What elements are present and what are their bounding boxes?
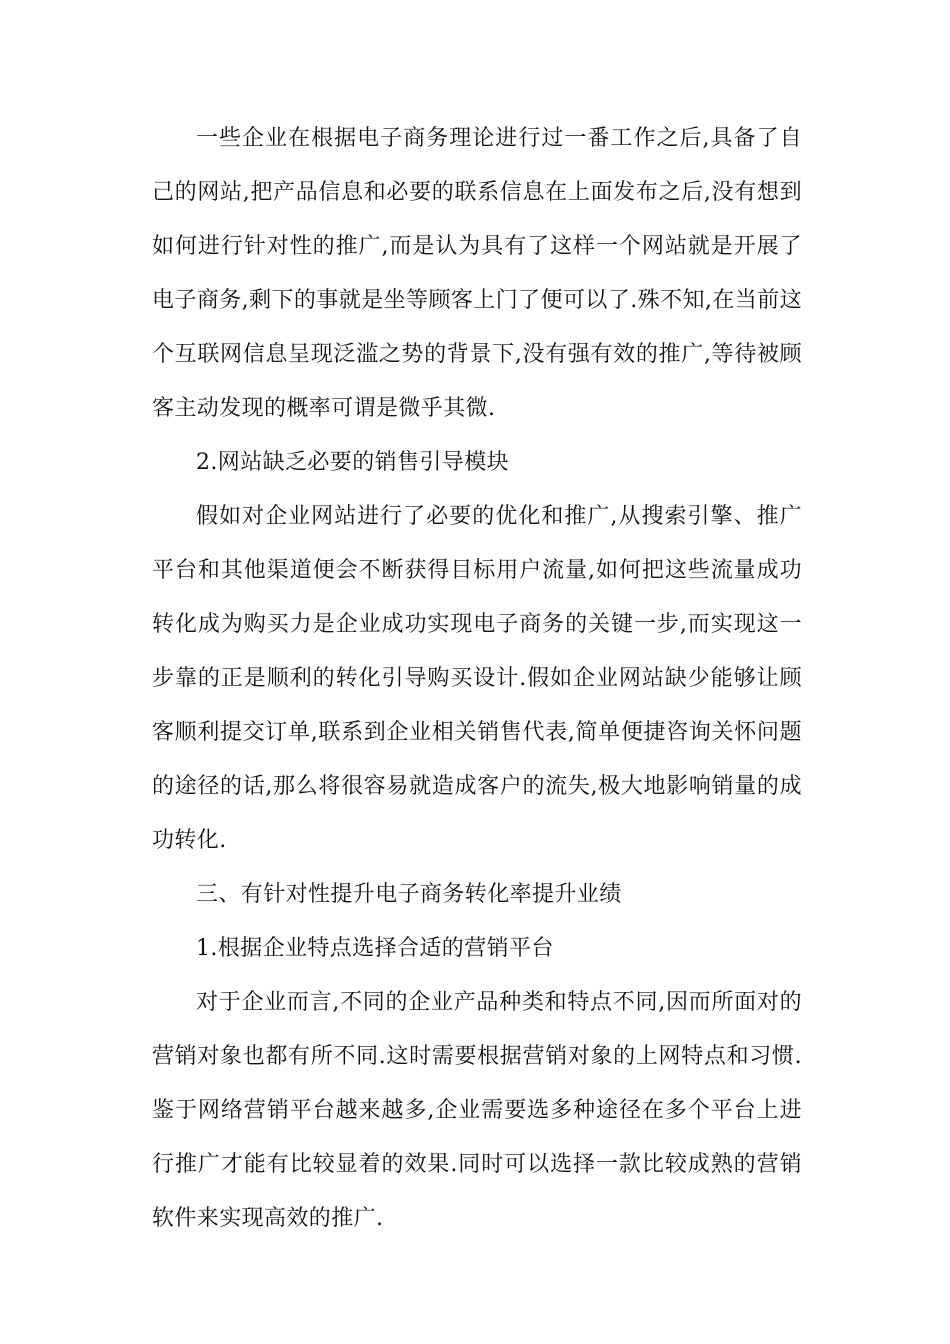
paragraph-website-promotion: 一些企业在根据电子商务理论进行过一番工作之后,具备了自己的网站,把产品信息和必要的联系信息在上面发布之后,没有想到如何进行针对性的推广,而是认为具有了这样一个网站就是开展了电子商务,剩下的事就是坐等顾客上门了便可以了.殊不知,在当前这个互联网信息呈现泛滥之势的背景下,没有强有效的推广,等待被顾客主动发现的概率可谓是微乎其微. [152, 126, 802, 421]
chapter-heading-improve-conversion: 三、有针对性提升电子商务转化率提升业绩 [196, 882, 622, 907]
section-heading-marketing-platform: 1.根据企业特点选择合适的营销平台 [196, 936, 554, 961]
paragraph-conversion-design: 假如对企业网站进行了必要的优化和推广,从搜索引擎、推广平台和其他渠道便会不断获得目标用户流量,如何把这些流量成功转化成为购买力是企业成功实现电子商务的关键一步,而实现这一步靠的正是顺利的转化引导购买设计.假如企业网站缺少能够让顾客顺利提交订单,联系到企业相关销售代表,简单便捷咨询关怀问题的途径的话,那么将很容易就造成客户的流失,极大地影响销量的成功转化. [152, 504, 802, 853]
document-body [152, 112, 802, 1246]
paragraph-platform-selection: 对于企业而言,不同的企业产品种类和特点不同,因而所面对的营销对象也都有所不同.这时需要根据营销对象的上网特点和习惯.鉴于网络营销平台越来越多,企业需要选多种途径在多个平台上进行推广才能有比较显着的效果.同时可以选择一款比较成熟的营销软件来实现高效的推广. [152, 990, 802, 1231]
section-heading-sales-guide: 2.网站缺乏必要的销售引导模块 [196, 450, 509, 475]
